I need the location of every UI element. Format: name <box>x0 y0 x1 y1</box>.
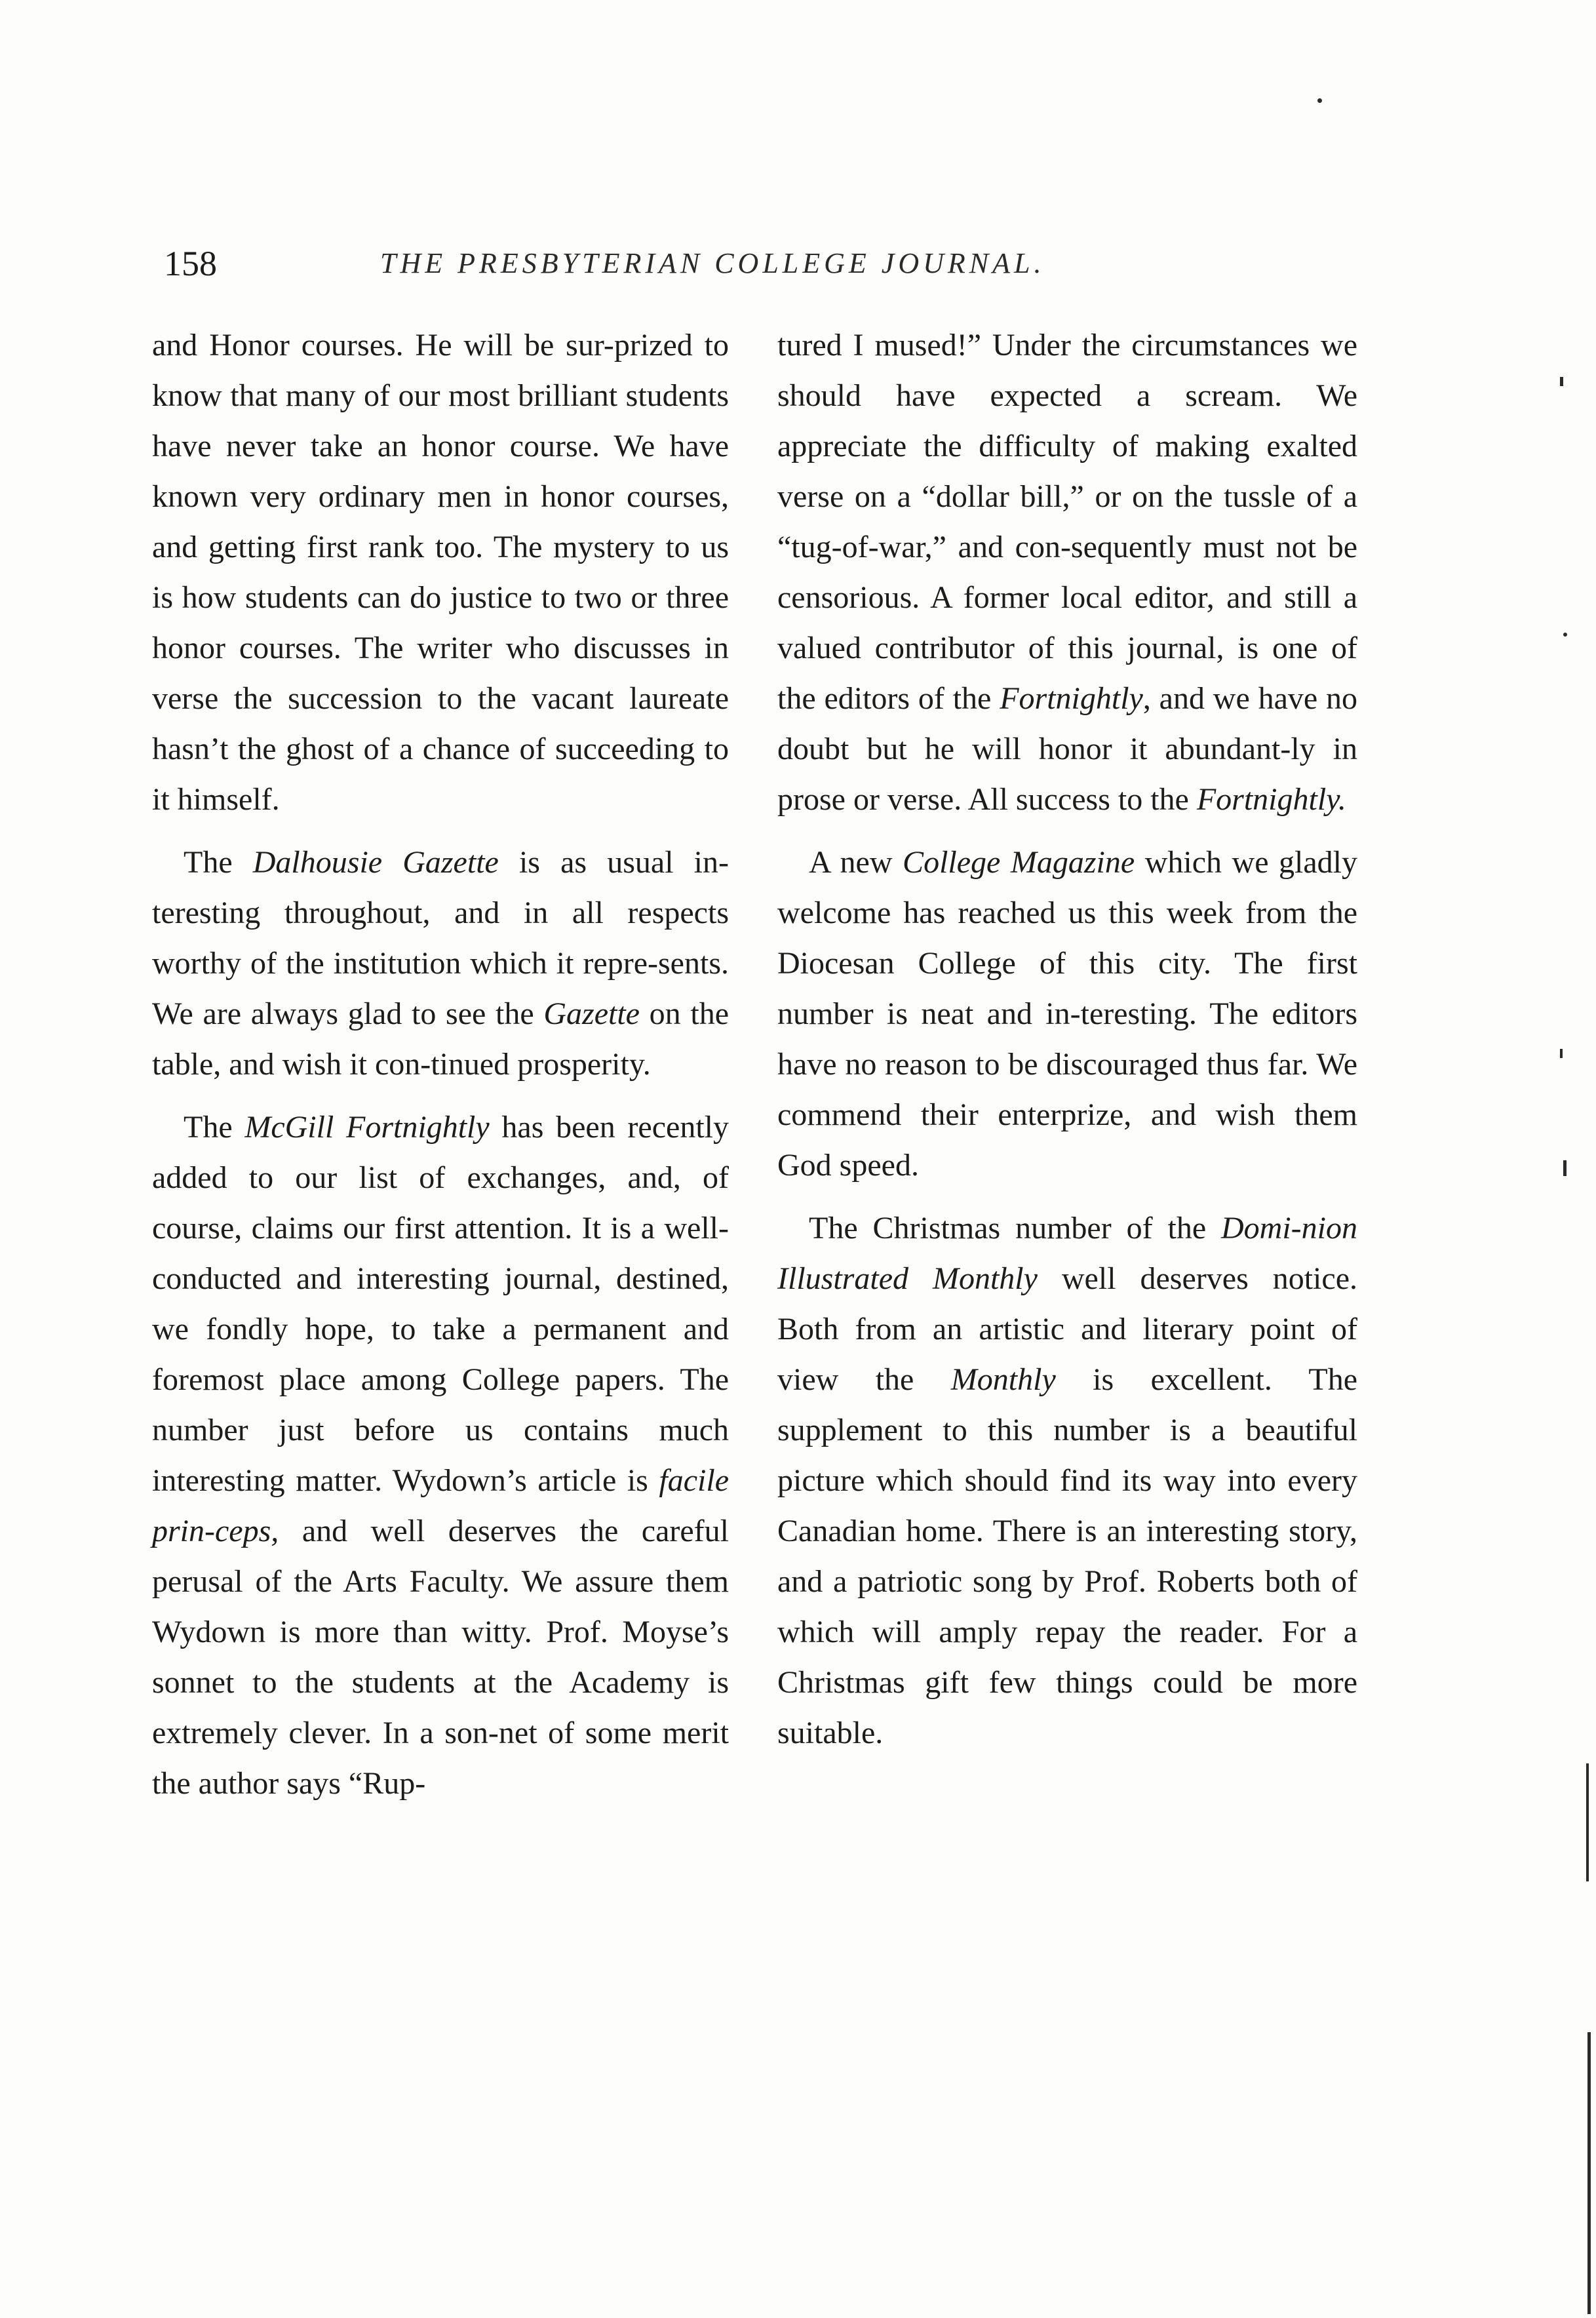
page-number: 158 <box>164 244 217 283</box>
publication-title: McGill Fortnightly <box>244 1110 490 1145</box>
text-run: on the table, and wish it con-tinued prosperity. <box>152 996 729 1082</box>
paragraph-dominion-illustrated <box>777 1203 1357 1758</box>
text-run: The <box>184 1110 245 1145</box>
text-run: The Christmas number of the <box>809 1211 1222 1246</box>
text-run: , and we have no doubt but he will honor it abundant-ly in prose or verse. All success to the <box>777 681 1357 817</box>
publication-title: Fortnightly <box>1000 681 1143 716</box>
journal-title: THE PRESBYTERIAN COLLEGE JOURNAL. <box>380 247 1045 279</box>
paragraph-college-magazine <box>777 837 1357 1190</box>
scan-speck <box>1563 1160 1567 1176</box>
text-run: tured I mused!” Under the circumstances we should have expected a scream. We appreciate the difficulty of making exalted verse on a “dollar bill,” or on the tussle of a “tug-of-war,” and con-sequently must not be censorious. A former local editor, and still a valued contributor of this journal, is one of the editors of the <box>777 328 1357 716</box>
paragraph-mcgill-fortnightly <box>152 1102 729 1809</box>
paragraph-honor-courses: and Honor courses. He will be sur-prized to know that many of our most brilliant students have never take an honor course. We have known very ordinary men in honor courses, and getting first rank too. The mystery to us is how students can do justice to two or three honor courses. The writer who discusses in verse the succession to the vacant laureate hasn’t the ghost of a chance of succeeding to it himself. <box>152 328 729 817</box>
scan-speck <box>1317 98 1322 103</box>
text-run: A new <box>809 845 903 880</box>
publication-title: Monthly <box>950 1362 1056 1397</box>
right-column <box>777 320 1357 1771</box>
scan-speck <box>1563 633 1567 637</box>
publication-title: Domi-nion Illustrated Monthly <box>777 1211 1357 1296</box>
publication-title: Dalhousie Gazette <box>252 845 499 880</box>
scan-edge-line <box>1587 2032 1591 2314</box>
text-run: The <box>184 845 253 880</box>
running-head <box>164 237 1383 290</box>
text-run: is excellent. The supplement to this number is a beautiful picture which should find its way into every Canadian home. There is an interesting story, and a patriotic song by Prof. Roberts both of which will amply repay the reader. For a Christmas gift few things could be more suitable. <box>777 1362 1357 1750</box>
left-column <box>152 320 729 1821</box>
text-run: which we gladly welcome has reached us this week from the Diocesan College of this city. The first number is neat and in-teresting. The editors have no reason to be discouraged thus far. We commend their enterprize, and wish them God speed. <box>777 845 1358 1183</box>
publication-title: College Magazine <box>903 845 1135 880</box>
paragraph-sonnet-continued <box>777 320 1357 825</box>
publication-title: Fortnightly. <box>1196 782 1346 817</box>
text-run: has been recently added to our list of exchanges, and, of course, claims our first attention. It is a well-conducted and interesting journal, destined, we fondly hope, to take a permanent and foremost place among College papers. The number just before us contains much interesting matter. Wydown’s article is <box>152 1110 729 1498</box>
scan-speck <box>1560 377 1563 386</box>
text-run: is as usual in-teresting throughout, and in all respects worthy of the institution which it repre-sents. We are always glad to see the <box>152 845 730 1031</box>
scan-speck <box>1560 1049 1563 1058</box>
latin-phrase: facile prin-ceps, <box>152 1463 729 1548</box>
text-run: well deserves notice. Both from an artistic and literary point of view the <box>777 1261 1357 1397</box>
text-run: and well deserves the careful perusal of the Arts Faculty. We assure them Wydown is more than witty. Prof. Moyse’s sonnet to the students at the Academy is extremely clever. In a son-net of some merit the author says “Rup- <box>152 1514 729 1801</box>
publication-title: Gazette <box>543 996 640 1031</box>
scan-edge-line <box>1586 1763 1589 1881</box>
paragraph-dalhousie-gazette <box>152 837 729 1090</box>
